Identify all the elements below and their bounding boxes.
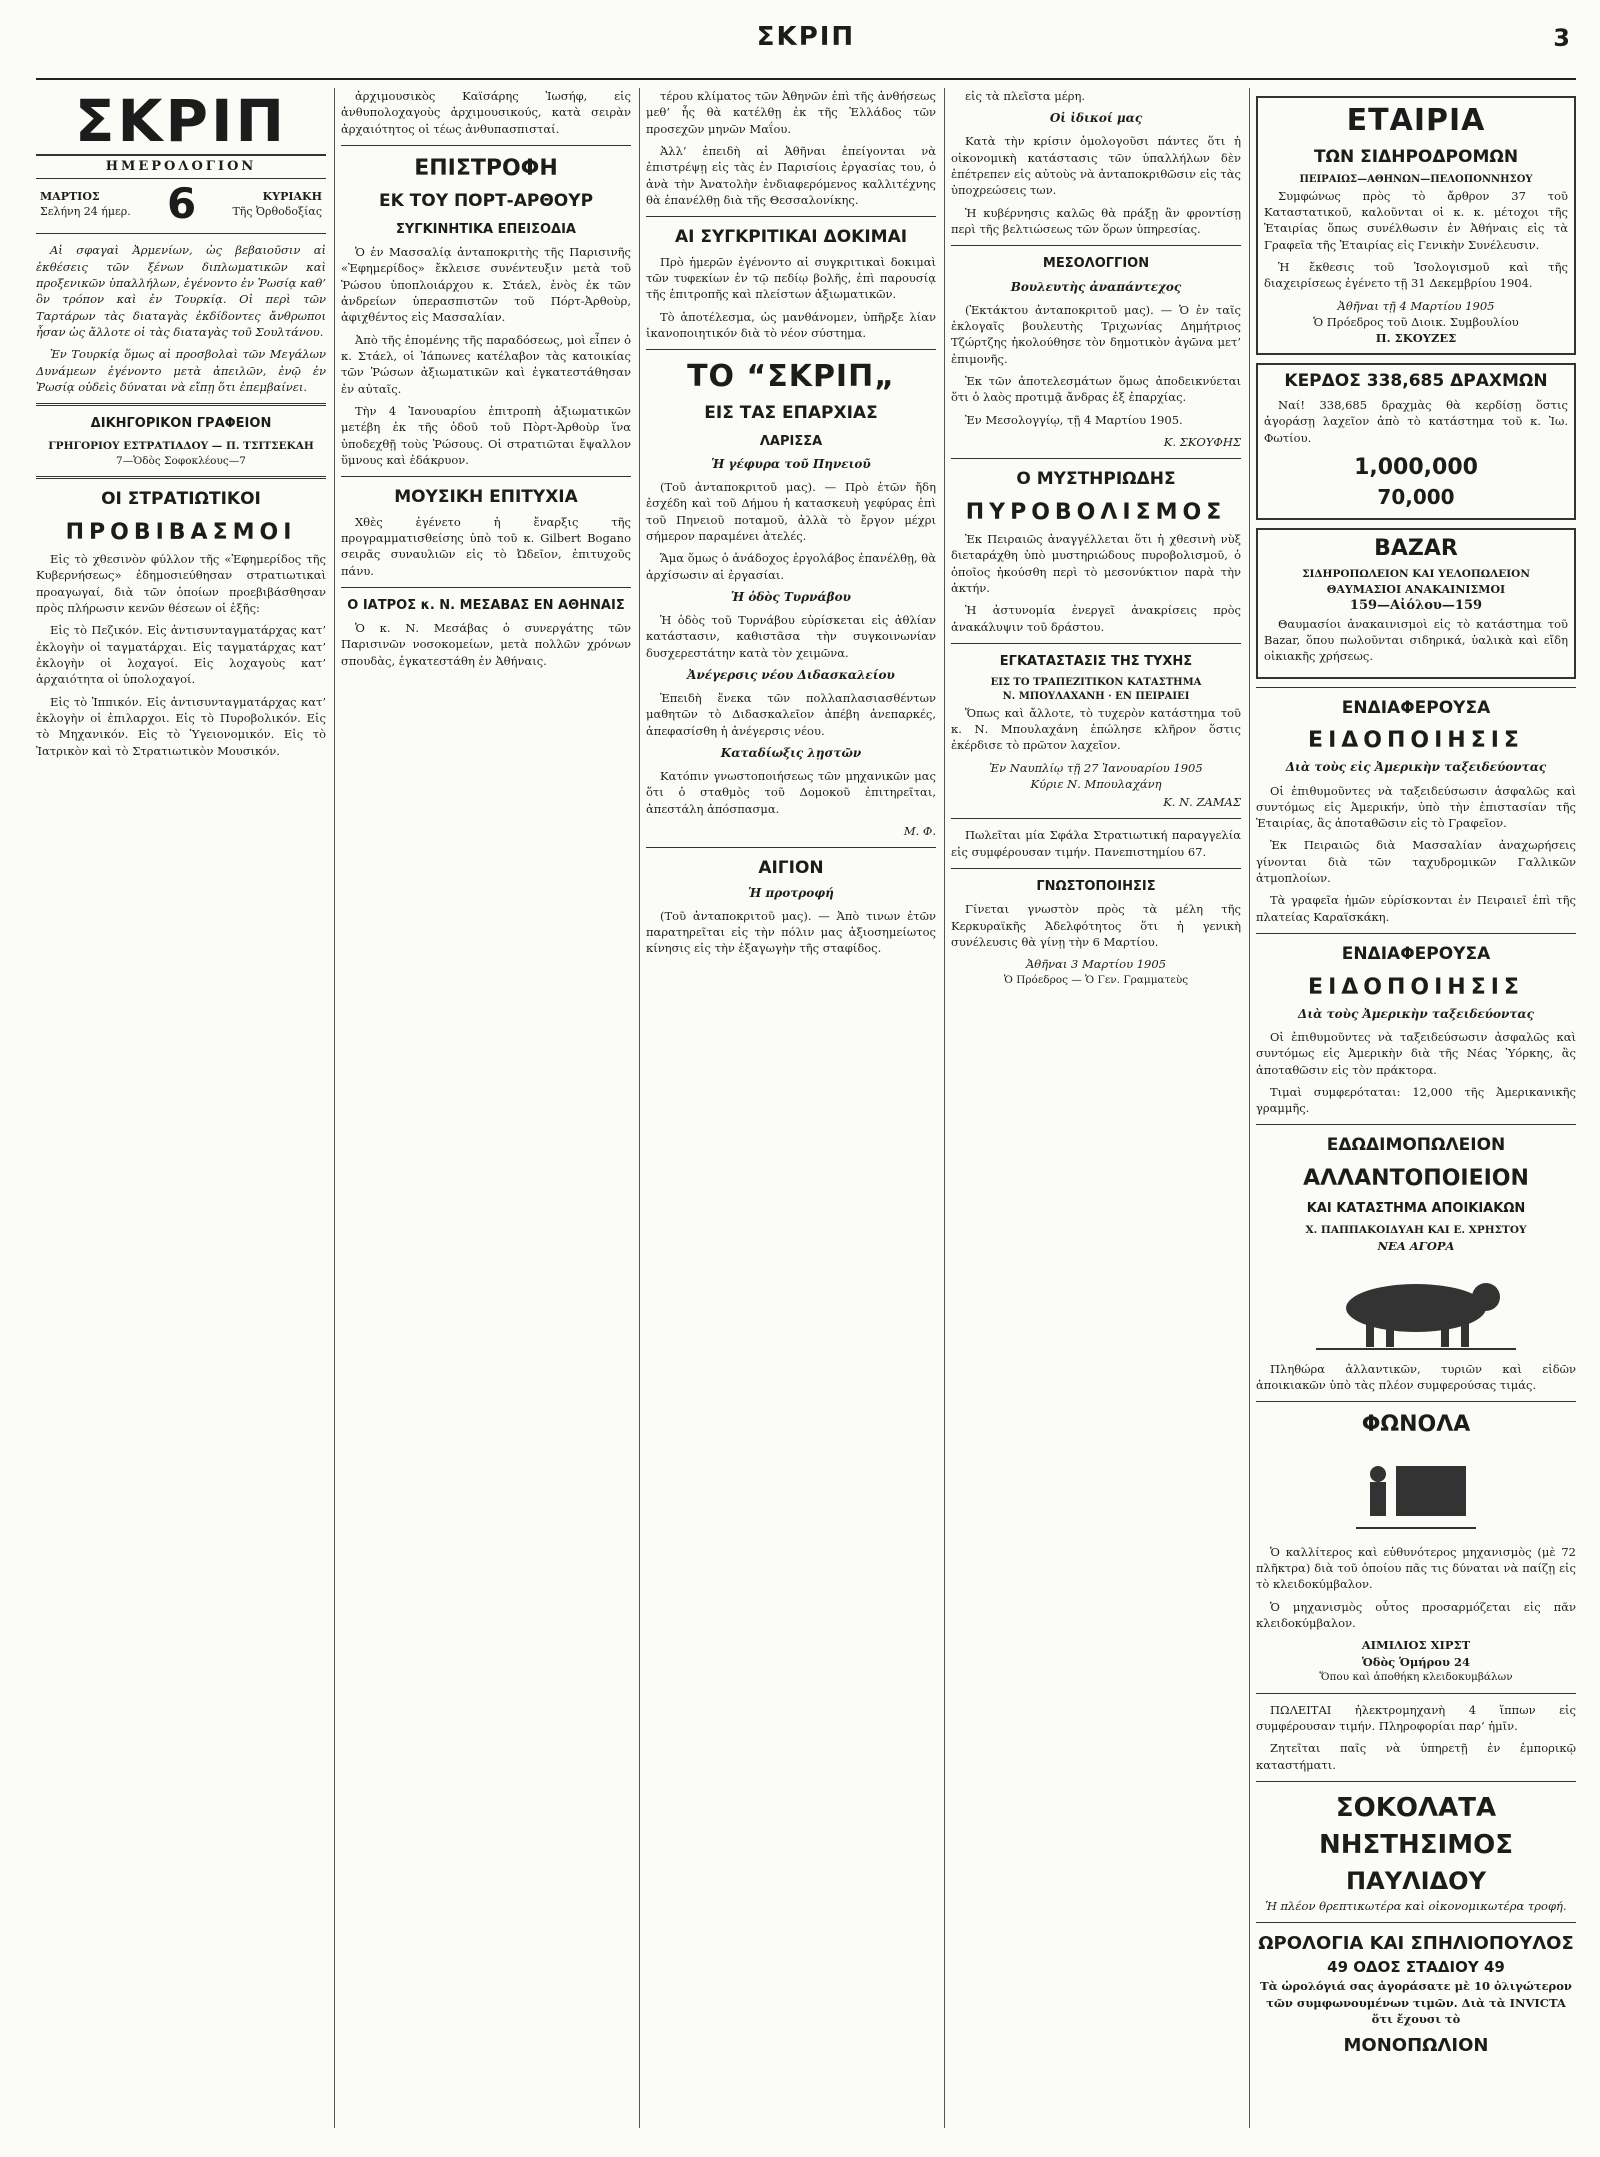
- paragraph: Πληθώρα ἀλλαντικῶν, τυριῶν καὶ εἰδῶν ἀποικιακῶν ὑπὸ τὰς πλέον συμφερούσας τιμάς.: [1256, 1361, 1576, 1392]
- law-office-names: ΓΡΗΓΟΡΙΟΥ ΕΣΤΡΑΤΙΑΔΟΥ — Π. ΤΣΙΤΣΕΚΑΗ: [48, 439, 314, 452]
- watch-monopoly: ΜΟΝΟΠΩΛΙΟΝ: [1343, 2035, 1489, 2057]
- music-title: ΜΟΥΣΙΚΗ ΕΠΙΤΥΧΙΑ: [394, 487, 578, 508]
- paragraph: εἰς τὰ πλεῖστα μέρη.: [965, 89, 1086, 103]
- bazar-subtitle-2: ΘΑΥΜΑΣΙΟΙ ΑΝΑΚΑΙΝΙΣΜΟΙ: [1326, 582, 1506, 596]
- paragraph: Ὁ μηχανισμὸς οὗτος προσαρμόζεται εἰς πᾶν κλειδοκύμβαλον.: [1256, 1599, 1576, 1630]
- paragraph: Ἅμα ὅμως ὁ ἀνάδοχος ἐργολάβος ἐπανέλθῃ, θὰ ἀρχίσωσιν αἱ ἐργασίαι.: [646, 551, 936, 582]
- newspaper-page: [36, 18, 1576, 2138]
- divider: [646, 847, 936, 848]
- bandits-heading: Καταδίωξις λῃστῶν: [720, 746, 862, 760]
- deli-title-3: ΚΑΙ ΚΑΤΑΣΤΗΜΑ ΑΠΟΙΚΙΑΚΩΝ: [1306, 1201, 1526, 1217]
- bazar-ad: [1256, 528, 1576, 679]
- paragraph: Αἱ σφαγαὶ Ἀρμενίων, ὡς βεβαιοῦσιν αἱ ἐκθέσεις τῶν ξένων διπλωματικῶν καὶ προξενικῶν ὑπαλλήλων, ἐγένοντο ἐν Ῥωσίᾳ καθ’ ὃν τρόπον καὶ ἐν Τουρκίᾳ. Οἱ περὶ τῶν Ταρτάρων τὰς διαταγὰς ἐκδίδοντες ἄνθρωποι ἦσαν ὡς ἄλλοτε οἱ τὰς διαταγὰς τοῦ Σουλτάνου.: [36, 243, 326, 340]
- bazar-subtitle: ΣΙΔΗΡΟΠΩΛΕΙΟΝ ΚΑΙ ΥΕΛΟΠΩΛΕΙΟΝ: [1302, 567, 1530, 580]
- paragraph: Ὁ κ. Ν. Μεσάβας ὁ συνεργάτης τῶν Παρισινῶν νοσοκομείων, μετὰ πολλῶν χρόνων σπουδὰς, ἐγκατεστάθη ἐν Ἀθήναις.: [341, 621, 631, 668]
- paragraph: Εἰς τὸ χθεσινὸν φύλλον τῆς «Ἐφημερίδος τῆς Κυβερνήσεως» ἐδημοσιεύθησαν στρατιωτικαὶ προαγωγαί, διὰ τῶν ὁποίων προεβιβάσθησαν πρὸς πλήρωσιν κενῶν θέσεων οἱ ἑξῆς:: [36, 552, 326, 616]
- lottery-ad: [1256, 363, 1576, 520]
- paragraph: Ἐκ Πειραιῶς ἀναγγέλλεται ὅτι ἡ χθεσινὴ νὺξ διεταράχθη ὑπὸ μυστηριώδους πυροβολισμοῦ, ὁ ὁποῖος ἠκούσθη περὶ τὸ μεσονύκτιον παρὰ τὴν ἀκτήν.: [951, 531, 1241, 595]
- page-number: 3: [1553, 24, 1570, 52]
- luck-date: Ἐν Ναυπλίῳ τῇ 27 Ἰανουαρίου 1905: [989, 760, 1203, 775]
- paragraph: (Τοῦ ἀνταποκριτοῦ μας). — Πρὸ ἑτῶν ἤδη ἐσχέδη καὶ τοῦ Δήμου ἡ κατασκευὴ γεφύρας ἐπὶ τοῦ Πηνειοῦ ποταμοῦ, ἀλλὰ τὸ ἔργον μέχρι σήμερον παραμένει ἀτελές.: [646, 480, 936, 543]
- divider: [1256, 1781, 1576, 1782]
- divider: [951, 643, 1241, 644]
- paragraph: Ἡ ὁδὸς τοῦ Τυρνάβου εὑρίσκεται εἰς ἀθλίαν κατάστασιν, καθιστᾶσα τὴν συγκοινωνίαν δυσχερεστάτην κατὰ τὸν χειμῶνα.: [646, 613, 936, 660]
- paragraph: Τὰ γραφεῖα ἡμῶν εὑρίσκονται ἐν Πειραιεῖ ἐπὶ τῆς πλατείας Καραϊσκάκη.: [1256, 893, 1576, 924]
- notice-title: ΓΝΩΣΤΟΠΟΙΗΣΙΣ: [1036, 879, 1156, 895]
- paragraph: Ἡ κυβέρνησις καλῶς θὰ πράξῃ ἂν φροντίσῃ περὶ τῆς βελτιώσεως τῶν ὅρων ὑπηρεσίας.: [951, 205, 1241, 236]
- calendar-label: ΗΜΕΡΟΛΟΓΙΟΝ: [36, 154, 326, 179]
- paragraph: Θαυμασίοι ἀνακαινισμοὶ εἰς τὸ κατάστημα τοῦ Bazar, ὅπου πωλοῦνται σιδηρικά, ὑαλικὰ καὶ εἴδη οἰκιακῆς χρήσεως.: [1264, 616, 1568, 664]
- divider: [1256, 687, 1576, 688]
- deli-title-2: ΑΛΛΑΝΤΟΠΟΙΕΙΟΝ: [1303, 1165, 1529, 1191]
- paragraph: Χθὲς ἐγένετο ἡ ἔναρξις τῆς προγραμματισθείσης ὑπὸ τοῦ κ. Gilbert Bogano σειρᾶς συναυλιῶν εἰς τὸ Ὠδεῖον, ἐπιτυχοῦς πάνυ.: [341, 514, 631, 578]
- ours-heading: Οἱ ἰδικοί μας: [1049, 111, 1143, 126]
- lottery-prize-1: 1,000,000: [1354, 454, 1478, 480]
- military-subtitle: ΠΡΟΒΙΒΑΣΜΟΙ: [65, 519, 297, 545]
- signature: Κ. ΣΚΟΥΦΗΣ: [1163, 434, 1241, 449]
- law-office-title: ΔΙΚΗΓΟΡΙΚΟΝ ΓΡΑΦΕΙΟΝ: [90, 416, 272, 432]
- return-title-2: ΕΚ ΤΟΥ ΠΟΡΤ-ΑΡΘΟΥΡ: [378, 191, 594, 212]
- paragraph: Συμφώνως πρὸς τὸ ἄρθρον 37 τοῦ Καταστατικοῦ, καλοῦνται οἱ κ. κ. μέτοχοι τῆς Ἑταιρίας ὅπως συνέλθωσιν ἐν Ἀθήναις εἰς τὰ Γραφεῖα τῆς Ἑταιρίας εἰς Γενικὴν Συνέλευσιν.: [1264, 188, 1568, 252]
- luck-title: ΕΓΚΑΤΑΣΤΑΣΙΣ ΤΗΣ ΤΥΧΗΣ: [999, 653, 1193, 669]
- piano-player-illustration: [1356, 1446, 1476, 1536]
- notice-america-subtitle: Διὰ τοὺς εἰς Ἀμερικὴν ταξειδεύοντας: [1285, 760, 1547, 775]
- column-rule: [334, 88, 335, 2128]
- return-title: ΕΠΙΣΤΡΟΦΗ: [414, 155, 558, 181]
- paragraph: Ἐκ Πειραιῶς διὰ Μασσαλίαν ἀναχωρήσεις γίνονται διὰ τῶν ταχυδρομικῶν Γαλλικῶν ἀτμοπλοίων.: [1256, 838, 1576, 886]
- signature: Μ. Φ.: [903, 824, 936, 839]
- divider: [646, 216, 936, 217]
- paragraph: Ἀλλ’ ἐπειδὴ αἱ Ἀθῆναι ἐπείγονται νὰ ἐπιστρέψῃ εἰς τὰς ἐν Παρισίοις ἐργασίας του, ὁ ἀνὰ τὴν Ἀνατολὴν ἐνδιαφερόμενος καλλιτέχνης θὰ ἐπανέλθῃ διὰ τῆς Θεσσαλονίκης.: [646, 143, 936, 207]
- divider: [1256, 1693, 1576, 1694]
- bazar-address: 159—Αἰόλου—159: [1349, 598, 1483, 614]
- moon: Σελήνη 24 ήμερ.: [40, 205, 131, 219]
- paragraph: Εἰς τὸ Πεζικόν. Εἰς ἀντισυνταγματάρχας κατ’ ἐκλογὴν οἱ ταγματάρχαι. Εἰς ταγματάρχας κατ’ ἐκλογὴν οἱ λοχαγοί. Εἰς λοχαγοὺς κατ’ ἀρχαιότητα οἱ ὑπολοχαγοί.: [36, 623, 326, 687]
- divider: [341, 145, 631, 146]
- paragraph: Τὸ ἀποτέλεσμα, ὡς μανθάνομεν, ὑπῆρξε λίαν ἱκανοποιητικόν διὰ τὸ νέον σύστημα.: [646, 309, 936, 340]
- luck-subtitle: ΕΙΣ ΤΟ ΤΡΑΠΕΖΙΤΙΚΟΝ ΚΑΤΑΣΤΗΜΑ: [990, 677, 1202, 689]
- railway-notice: [1256, 96, 1576, 355]
- paragraph: Ἐπειδὴ ἕνεκα τῶν πολλαπλασιασθέντων μαθητῶν τὸ Διδασκαλεῖον ἀπέβη ἀνεπαρκές, ἀπεφασίσθη ἡ ἀνέγερσις νέου.: [646, 691, 936, 738]
- chocolate-title: ΣΟΚΟΛΑΤΑ ΝΗΣΤΗΣΙΜΟΣ: [1319, 1793, 1513, 1861]
- column-1: [36, 88, 326, 2128]
- bazar-title: BAZAR: [1374, 535, 1458, 561]
- chocolate-text: Ἡ πλέον θρεπτικωτέρα καὶ οἰκονομικωτέρα τροφή.: [1265, 1899, 1567, 1914]
- railway-signature: Ὁ Πρόεδρος τοῦ Διοικ. Συμβουλίου: [1313, 314, 1519, 329]
- railway-title-2: ΤΩΝ ΣΙΔΗΡΟΔΡΟΜΩΝ: [1313, 147, 1519, 167]
- notice-america2-subtitle: Διὰ τοὺς Ἀμερικὴν ταξειδεύοντας: [1298, 1006, 1534, 1021]
- paragraph: Ἐν Τουρκίᾳ ὅμως αἱ προσβολαὶ τῶν Μεγάλων Δυνάμεων ἐγένοντο μετὰ ἀπειλῶν, ἐνῷ ἐν Ῥωσίᾳ οὐδεὶς δύναται νὰ εἴπῃ ὅτι ἐπεμβαίνει.: [36, 347, 326, 395]
- church-feast: Τῆς Ὀρθοδοξίας: [232, 205, 322, 219]
- railway-subtitle: ΠΕΙΡΑΙΩΣ—ΑΘΗΝΩΝ—ΠΕΛΟΠΟΝΝΗΣΟΥ: [1299, 174, 1533, 186]
- paragraph: Εἰς τὸ Ἱππικόν. Εἰς ἀντισυνταγματάρχας κατ’ ἐκλογὴν οἱ ἐπιλαρχοι. Εἰς τὸ Πυροβολικόν. Εἰς τὸ Μηχανικόν. Εἰς τὸ Ὑγειονομικόν. Εἰς τὸ Ἰατρικὸν καὶ τὸ Στρατιωτικὸν Μουσικόν.: [36, 694, 326, 758]
- lottery-prize-2: 70,000: [1377, 485, 1455, 510]
- paragraph: ἀρχιμουσικὸς Καϊσάρης Ἰωσήφ, εἰς ἀνθυπολοχαγοὺς ἀρχιμουσικούς, κατὰ σειρὰν ἀρχαιότητος οἱ τέως ἀνθυπασπισταί.: [341, 89, 631, 136]
- paragraph: Κατὰ τὴν κρίσιν ὁμολογοῦσι πάντες ὅτι ἡ οἰκονομικὴ κατάστασις τῶν ὑπαλλήλων δὲν ἐπέτρεπεν εἰς αὐτοὺς νὰ ἀνταποκριθῶσιν εἰς τὰς ὑποχρεώσεις των.: [951, 134, 1241, 198]
- divider: [951, 458, 1241, 459]
- provinces-title-2: ΕΙΣ ΤΑΣ ΕΠΑΡΧΙΑΣ: [704, 403, 878, 424]
- date-bar: [36, 179, 326, 229]
- paragraph: (Τοῦ ἀνταποκριτοῦ μας). — Ἀπὸ τινων ἐτῶν παρατηρεῖται εἰς τὴν πόλιν μας ἀξιοσημείωτος κίνησις εἰς τὴν ἐξαγωγὴν τῆς σταφίδος.: [646, 908, 936, 956]
- lottery-title: ΚΕΡΔΟΣ 338,685 ΔΡΑΧΜΩΝ: [1284, 370, 1548, 391]
- mesolongi-heading: ΜΕΣΟΛΟΓΓΙΟΝ: [1042, 256, 1150, 272]
- paragraph: Οἱ ἐπιθυμοῦντες νὰ ταξειδεύσωσιν ἀσφαλῶς καὶ συντόμως εἰς Ἀμερικὴν διὰ τῆς Νέας Ὑόρκης, ἂς ἀποταθῶσιν εἰς τὸν πράκτορα.: [1256, 1029, 1576, 1077]
- divider: [951, 818, 1241, 819]
- divider: [341, 587, 631, 588]
- mystery-title: Ο ΜΥΣΤΗΡΙΩΔΗΣ: [1016, 469, 1176, 490]
- paragraph: Τὴν 4 Ἰανουαρίου ἐπιτροπὴ ἀξιωματικῶν μετέβη ἐκ τῆς ὁδοῦ τοῦ Πὸρτ-Ἀρθοὺρ ἵνα ὑποδεχθῇ τοὺς Ῥώσους. Οἱ στρατιῶται ἔψαλλον ὕμνους καὶ ἐδάκρυον.: [341, 403, 631, 467]
- masthead-title: ΣΚΡΙΠ: [756, 22, 856, 52]
- railway-title: ΕΤΑΙΡΙΑ: [1346, 103, 1486, 138]
- provinces-title: ΤΟ “ΣΚΡΙΠ„: [687, 359, 895, 395]
- divider: [36, 476, 326, 479]
- divider: [341, 476, 631, 477]
- divider: [36, 233, 326, 234]
- doctor-title: Ο ΙΑΤΡΟΣ κ. Ν. ΜΕΣΑΒΑΣ ΕΝ ΑΘΗΝΑΙΣ: [347, 597, 625, 613]
- paragraph: Ὁ καλλίτερος καὶ εὐθυνότερος μηχανισμὸς (μὲ 72 πλῆκτρα) διὰ τοῦ ὁποίου πᾶς τις δύναται νὰ παίζῃ εἰς τὸ κλειδοκύμβαλον.: [1256, 1544, 1576, 1592]
- deli-title: ΕΔΩΔΙΜΟΠΩΛΕΙΟΝ: [1326, 1135, 1506, 1156]
- phonola-owner: ΑΙΜΙΛΙΟΣ ΧΙΡΣΤ: [1361, 1638, 1471, 1653]
- notice-america2-title-2: ΕΙΔΟΠΟΙΗΣΙΣ: [1308, 974, 1524, 1000]
- column-4: [951, 88, 1241, 2128]
- trials-title: ΑΙ ΣΥΓΚΡΙΤΙΚΑΙ ΔΟΚΙΜΑΙ: [674, 227, 908, 248]
- paragraph: Πωλεῖται μία Σφάλα Στρατιωτική παραγγελία εἰς συμφέρουσαν τιμήν. Πανεπιστημίου 67.: [951, 828, 1241, 859]
- luck-salutation: Κύριε Ν. Μπουλαχάνη: [1030, 776, 1162, 791]
- column-rule: [639, 88, 640, 2128]
- paragraph: Ναί! 338,685 δραχμὰς θὰ κερδίσῃ ὅστις ἀγοράσῃ λαχεῖον ἀπὸ τὸ κατάστημα τοῦ κ. Ἰω. Φωτίου.: [1264, 397, 1568, 445]
- column-3: [646, 88, 936, 2128]
- deli-market: ΝΕΑ ΑΓΟΡΑ: [1377, 1239, 1455, 1254]
- paragraph: Ἀπὸ τῆς ἐπομένης τῆς παραδόσεως, μοὶ εἶπεν ὁ κ. Στάελ, οἱ Ἰάπωνες κατέλαβον τὰς κατοικίας τῶν Ῥώσων ἀξιωματικῶν καὶ ἐγκατεστάθησαν ἐν αὐταῖς.: [341, 332, 631, 396]
- notice-america-title-2: ΕΙΔΟΠΟΙΗΣΙΣ: [1308, 728, 1524, 754]
- divider: [951, 245, 1241, 246]
- date-left: [40, 189, 131, 220]
- divider: [1256, 1124, 1576, 1125]
- mystery-title-2: ΠΥΡΟΒΟΛΙΣΜΟΣ: [965, 499, 1227, 525]
- cow-illustration: [1306, 1263, 1526, 1353]
- luck-shop-name: Ν. ΜΠΟΥΛΑΧΑΝΗ · ΕΝ ΠΕΙΡΑΙΕΙ: [1002, 691, 1190, 703]
- watch-address: 49 ΟΔΟΣ ΣΤΑΔΙΟΥ 49: [1327, 1957, 1505, 1976]
- phonola-note: Ὅπου καὶ ἀποθήκη κλειδοκυμβάλων: [1319, 1670, 1513, 1683]
- column-5: [1256, 88, 1576, 2128]
- aigion-heading: ΑΙΓΙΟΝ: [758, 858, 824, 879]
- paragraph: Γίνεται γνωστὸν πρὸς τὰ μέλη τῆς Κερκυραϊκῆς Ἀδελφότητος ὅτι ἡ γενικὴ συνέλευσις θὰ γίνῃ τὴν 6 Μαρτίου.: [951, 902, 1241, 950]
- bridge-heading: Ἡ γέφυρα τοῦ Πηνειοῦ: [711, 456, 871, 471]
- date-right: [232, 189, 322, 220]
- paragraph: Ὅπως καὶ ἄλλοτε, τὸ τυχερὸν κατάστημα τοῦ κ. Ν. Μπουλαχάνη ἐπώλησε κλῆρον ὅστις ἐκέρδισε τὸ πρῶτον λαχεῖον.: [951, 705, 1241, 753]
- paragraph: Πρὸ ἡμερῶν ἐγένοντο αἱ συγκριτικαὶ δοκιμαὶ τῶν τυφεκίων ἐν τῷ πεδίῳ βολῆς, ἐπὶ παρουσίᾳ τῆς ἐπιτροπῆς καὶ πλείστων ἀξιωματικῶν.: [646, 254, 936, 302]
- larisa-heading: ΛΑΡΙΣΣΑ: [759, 433, 823, 449]
- notice-signature: Ὁ Πρόεδρος — Ὁ Γεν. Γραμματεὺς: [1003, 973, 1189, 986]
- railway-date: Ἀθῆναι τῇ 4 Μαρτίου 1905: [1337, 298, 1495, 313]
- paragraph: Κατόπιν γνωστοποιήσεως τῶν μηχανικῶν μας ὅτι ὁ σταθμὸς τοῦ Δομοκοῦ ἐπιτηρεῖται, ἀπεστάλη ἀπόσπασμα.: [646, 769, 936, 816]
- paragraph: Ἐν Μεσολογγίῳ, τῇ 4 Μαρτίου 1905.: [965, 412, 1183, 427]
- aigion-subheading: Ἡ προτροφή: [748, 885, 834, 900]
- weekday: ΚΥΡΙΑΚΗ: [262, 189, 322, 203]
- watch-text: Τὰ ὡρολόγιά σας ἀγοράσατε μὲ 10 ὀλιγώτερον τῶν συμφωνουμένων τιμῶν. Διὰ τὰ INVICTA ὅτι ἔχουσι τὸ: [1260, 1979, 1572, 2026]
- military-title: ΟΙ ΣΤΡΑΤΙΩΤΙΚΟΙ: [101, 489, 261, 510]
- law-office-address: 7—Ὁδὸς Σοφοκλέους—7: [116, 454, 246, 467]
- deli-owners: Χ. ΠΑΠΠΑΚΟΙΔΥΑΗ ΚΑΙ Ε. ΧΡΗΣΤΟΥ: [1305, 1224, 1527, 1237]
- day-number: 6: [166, 179, 197, 229]
- divider: [1256, 933, 1576, 934]
- divider: [1256, 1922, 1576, 1923]
- phonola-address: Ὁδὸς Ὁμήρου 24: [1362, 1654, 1470, 1669]
- paragraph: Ὁ ἐν Μασσαλίᾳ ἀνταποκριτὴς τῆς Παρισινῆς «Ἐφημερίδος» ἔκλεισε συνέντευξιν μετὰ τοῦ Ῥώσου ὑποπλοιάρχου κ. Στάελ, ἑνὸς ἐκ τῶν ἀνδρείων ὑπερασπιστῶν τοῦ Πόρτ-Ἀρθοὺρ, ἀφιχθέντος εἰς Μασσαλίαν.: [341, 244, 631, 325]
- paragraph: Ἐκ τῶν ἀποτελεσμάτων ὅμως ἀποδεικνύεται ὅτι ὁ λαὸς προτιμᾷ ἄνδρας ἐξ ἐπαρχίας.: [951, 373, 1241, 405]
- notice-date: Ἀθῆναι 3 Μαρτίου 1905: [1025, 957, 1167, 972]
- signature: Κ. Ν. ΖΑΜΑΣ: [1163, 795, 1241, 810]
- month: ΜΑΡΤΙΟΣ: [40, 189, 100, 203]
- paragraph: τέρου κλίματος τῶν Ἀθηνῶν ἐπὶ τῆς ἀνθήσεως μεθ’ ἧς θὰ κατέλθῃ ἐκ τῆς Ἑλλάδος τῶν προσεχῶν μηνῶν Μαΐου.: [646, 89, 936, 136]
- masthead: [36, 18, 1576, 80]
- paragraph: (Ἐκτάκτου ἀνταποκριτοῦ μας). — Ὁ ἐν ταῖς ἐκλογαῖς βουλευτὴς Τριχωνίας Δημήτριος Τζώρτζης ἠκολούθησε τὸν δημοτικὸν ἀγῶνα μετ’ ἐπιμονῆς.: [951, 302, 1241, 366]
- paragraph: Ἡ ἔκθεσις τοῦ Ἰσολογισμοῦ καὶ τῆς διαχειρίσεως ἐγένετο τῇ 31 Δεκεμβρίου 1904.: [1264, 259, 1568, 291]
- divider: [36, 403, 326, 406]
- phonola-title: ΦΩΝΟΛΑ: [1361, 1412, 1471, 1438]
- column-2: [341, 88, 631, 2128]
- road-heading: Ἡ ὁδὸς Τυρνάβου: [731, 589, 851, 604]
- chocolate-brand: ΠΑΥΛΙΔΟΥ: [1346, 1866, 1486, 1895]
- notice-america-title: ΕΝΔΙΑΦΕΡΟΥΣΑ: [1341, 697, 1491, 718]
- watch-title: ΩΡΟΛΟΓΙΑ ΚΑΙ ΣΠΗΛΙΟΠΟΥΛΟΣ: [1258, 1933, 1574, 1955]
- return-subtitle: ΣΥΓΚΙΝΗΤΙΚΑ ΕΠΕΙΣΟΔΙΑ: [396, 221, 576, 237]
- divider: [646, 349, 936, 350]
- paragraph: ΠΩΛΕΙΤΑΙ ἠλεκτρομηχανὴ 4 ἵππων εἰς συμφέρουσαν τιμήν. Πληροφορίαι παρ’ ἡμῖν.: [1256, 1702, 1576, 1734]
- paragraph: Οἱ ἐπιθυμοῦντες νὰ ταξειδεύσωσιν ἀσφαλῶς καὶ συντόμως εἰς Ἀμερικήν, ὑπὸ τὴν ἐπιστασίαν τῆς Ἑταιρίας, ἂς ἀποταθῶσιν εἰς τὸ Γραφεῖον.: [1256, 783, 1576, 831]
- paragraph: Ἡ ἀστυνομία ἐνεργεῖ ἀνακρίσεις πρὸς ἀνακάλυψιν τοῦ δράστου.: [951, 603, 1241, 634]
- divider: [951, 868, 1241, 869]
- brand-logo: ΣΚΡΙΠ: [74, 88, 288, 155]
- divider: [1256, 1401, 1576, 1402]
- notice-america2-title: ΕΝΔΙΑΦΕΡΟΥΣΑ: [1341, 944, 1491, 965]
- column-rule: [944, 88, 945, 2128]
- paragraph: Τιμαὶ συμφερόταται: 12,000 τῆς Ἀμερικανικῆς γραμμῆς.: [1256, 1084, 1576, 1116]
- mesolongi-subheading: Βουλευτὴς ἀναπάντεχος: [1010, 279, 1182, 294]
- paragraph: Ζητεῖται παῖς νὰ ὑπηρετῇ ἐν ἐμπορικῷ καταστήματι.: [1256, 1741, 1576, 1772]
- railway-signature-name: Π. ΣΚΟΥΖΕΣ: [1375, 331, 1457, 346]
- column-rule: [1249, 88, 1250, 2128]
- school-heading: Ἀνέγερσις νέου Διδασκαλείου: [687, 667, 895, 682]
